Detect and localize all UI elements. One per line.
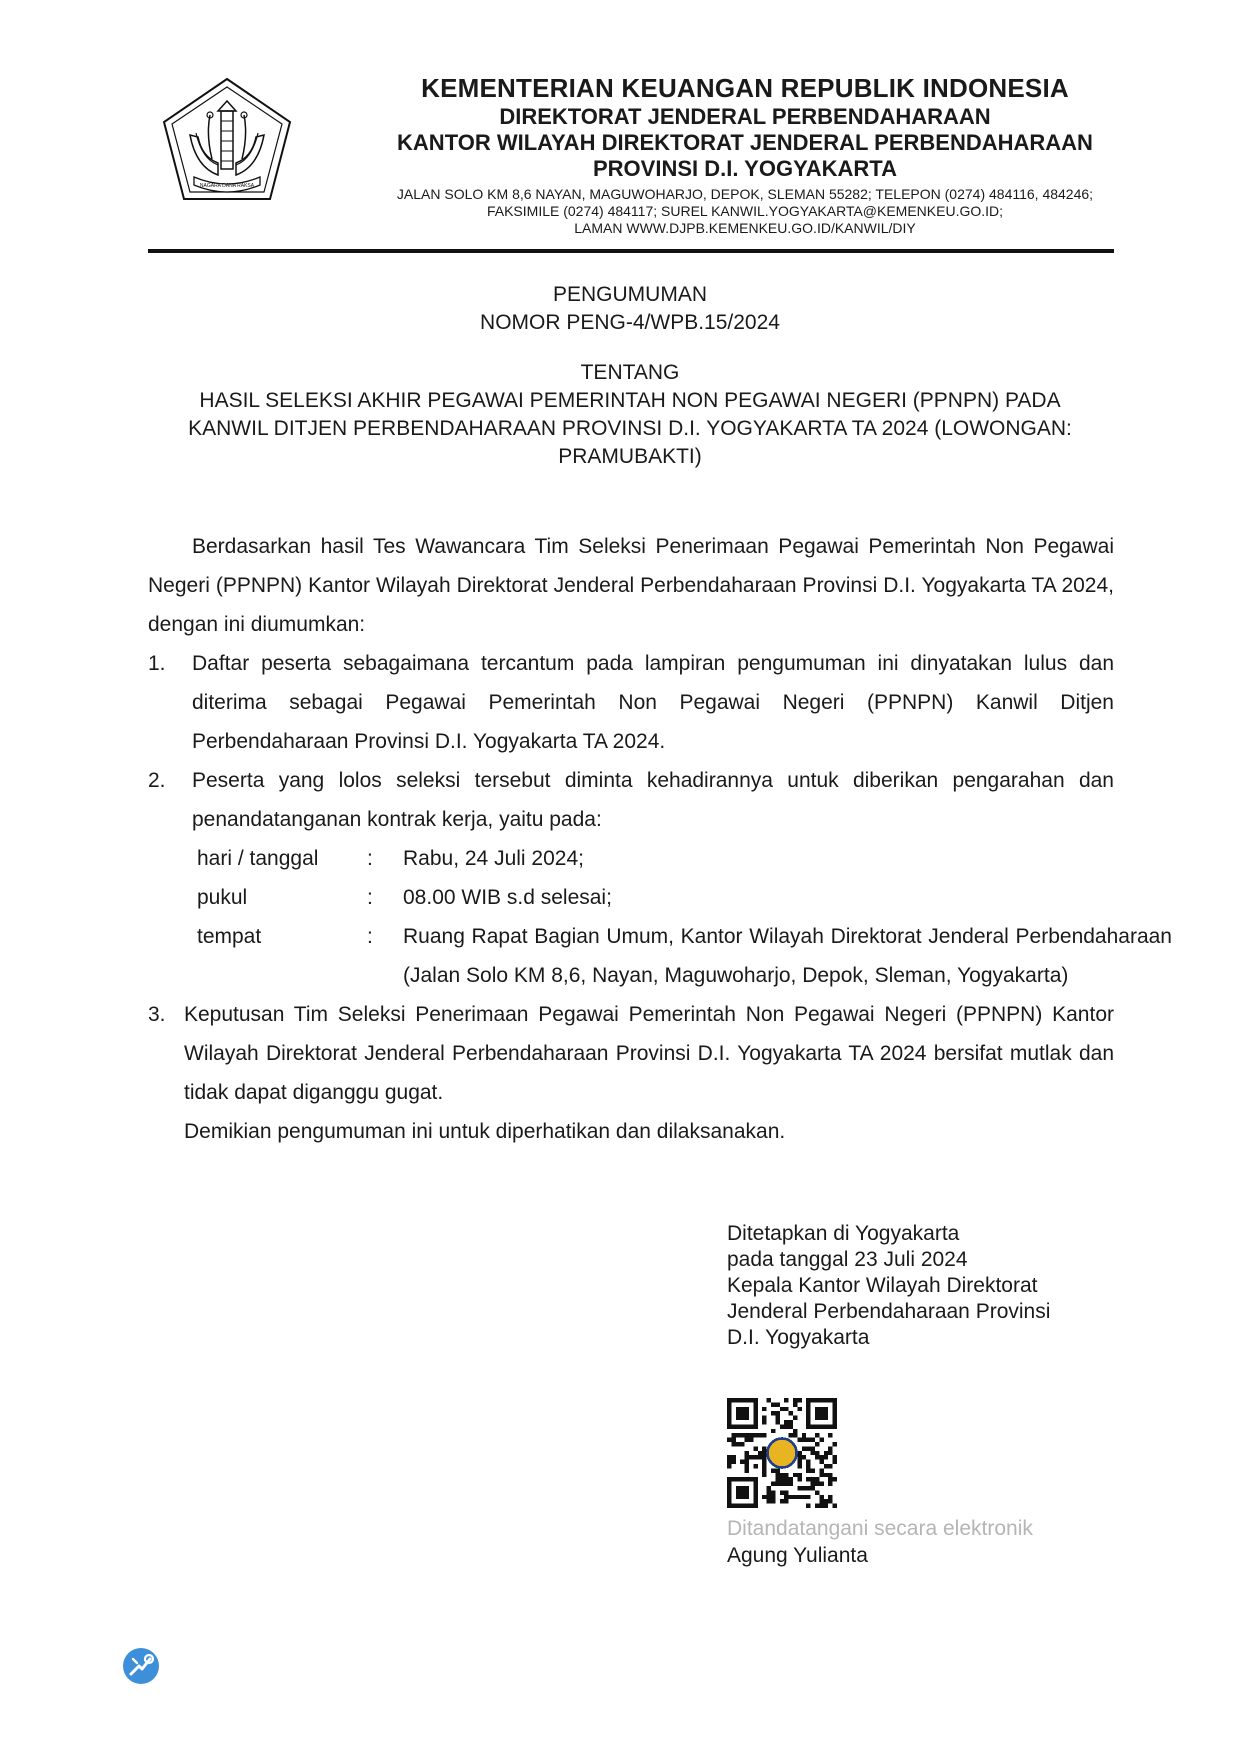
ministry-name: KEMENTERIAN KEUANGAN REPUBLIK INDONESIA [421,73,1069,103]
list-item-3 [148,995,1114,1112]
list-item-1 [148,644,1114,761]
announcement-header [130,281,1130,337]
detail-colon: : [367,925,373,948]
svg-text:NAGARA DANA RAKSA: NAGARA DANA RAKSA [199,183,255,189]
closing-statement: Demikian pengumuman ini untuk diperhatikan dan dilaksanakan. [184,1120,786,1143]
address-line-3: LAMAN WWW.DJPB.KEMENKEU.GO.ID/KANWIL/DIY [574,220,916,236]
announcement-subject [130,359,1130,471]
qr-code-icon [727,1398,837,1508]
detail-value: 08.00 WIB s.d selesai; [403,886,612,909]
esign-note: Ditandatangani secara elektronik [727,1517,1033,1540]
subject-line-2: KANWIL DITJEN PERBENDAHARAAN PROVINSI D.I. YOGYAKARTA TA 2024 (LOWONGAN: [188,417,1072,440]
signer-name: Agung Yulianta [727,1544,868,1567]
detail-label: hari / tanggal [197,847,319,870]
letterhead [330,72,1160,237]
province-name: PROVINSI D.I. YOGYAKARTA [593,156,897,181]
intro-paragraph: Berdasarkan hasil Tes Wawancara Tim Seleksi Penerimaan Pegawai Pemerintah Non Pegawai Negeri (PPNPN) Kantor Wilayah Direktorat Jenderal Perbendaharaan Provinsi D.I. Yogyakarta TA 2024, dengan ini diumumkan: [148,535,1114,636]
list-item-text: Daftar peserta sebagaimana tercantum pada lampiran pengumuman ini dinyatakan lulus dan diterima sebagai Pegawai Pemerintah Non Pegawai Negeri (PPNPN) Kanwil Ditjen Perbendaharaan Provinsi D.I. Yogyakarta TA 2024. [192,652,1114,753]
sign-position-2: Jenderal Perbendaharaan Provinsi [727,1300,1051,1323]
sign-position-3: D.I. Yogyakarta [727,1326,870,1349]
subject-line-3: PRAMUBAKTI) [558,445,702,468]
list-item-2 [148,761,1114,839]
detail-value: Ruang Rapat Bagian Umum, Kantor Wilayah Direktorat Jenderal Perbendaharaan (Jalan Solo KM 8,6, Nayan, Maguwoharjo, Depok, Sleman, Yogyakarta) [403,925,1172,987]
announcement-heading: PENGUMUMAN [552,283,707,306]
letterhead-divider [148,249,1114,253]
address-line-2: FAKSIMILE (0274) 484117; SUREL KANWIL.YOGYAKARTA@KEMENKEU.GO.ID; [486,203,1004,219]
detail-label: tempat [197,925,262,948]
detail-row-place [197,917,1172,995]
detail-value: Rabu, 24 Juli 2024; [403,847,584,870]
kemenkeu-emblem-icon [160,75,295,205]
sign-place: Ditetapkan di Yogyakarta [727,1222,960,1245]
directorate-name: DIREKTORAT JENDERAL PERBENDAHARAAN [499,104,991,129]
announcement-number: NOMOR PENG-4/WPB.15/2024 [480,311,780,334]
sign-date: pada tanggal 23 Juli 2024 [727,1248,968,1271]
list-item-text: Keputusan Tim Seleksi Penerimaan Pegawai Pemerintah Non Pegawai Negeri (PPNPN) Kantor Wilayah Direktorat Jenderal Perbendaharaan Provinsi D.I. Yogyakarta TA 2024 bersifat mutlak dan tidak dapat diganggu gugat. [184,1003,1114,1104]
detail-label: pukul [197,886,248,909]
list-number: 3. [148,1003,166,1026]
announcement-body [148,527,1172,1151]
subject-line-1: HASIL SELEKSI AKHIR PEGAWAI PEMERINTAH NON PEGAWAI NEGERI (PPNPN) PADA [199,389,1061,412]
list-number: 2. [148,769,166,792]
list-number: 1. [148,652,166,675]
detail-row-date [197,839,1172,878]
detail-row-time [197,878,1172,917]
bsre-seal-icon [122,1647,160,1685]
signature-block [727,1221,1147,1351]
about-label: TENTANG [580,361,680,384]
office-name: KANTOR WILAYAH DIREKTORAT JENDERAL PERBENDAHARAAN [397,130,1093,155]
list-item-text: Peserta yang lolos seleksi tersebut diminta kehadirannya untuk diberikan pengarahan dan penandatanganan kontrak kerja, yaitu pada: [192,769,1114,831]
detail-colon: : [367,847,373,870]
detail-colon: : [367,886,373,909]
address-line-1: JALAN SOLO KM 8,6 NAYAN, MAGUWOHARJO, DEPOK, SLEMAN 55282; TELEPON (0274) 484116, 484246; [396,186,1094,202]
sign-position-1: Kepala Kantor Wilayah Direktorat [727,1274,1038,1297]
